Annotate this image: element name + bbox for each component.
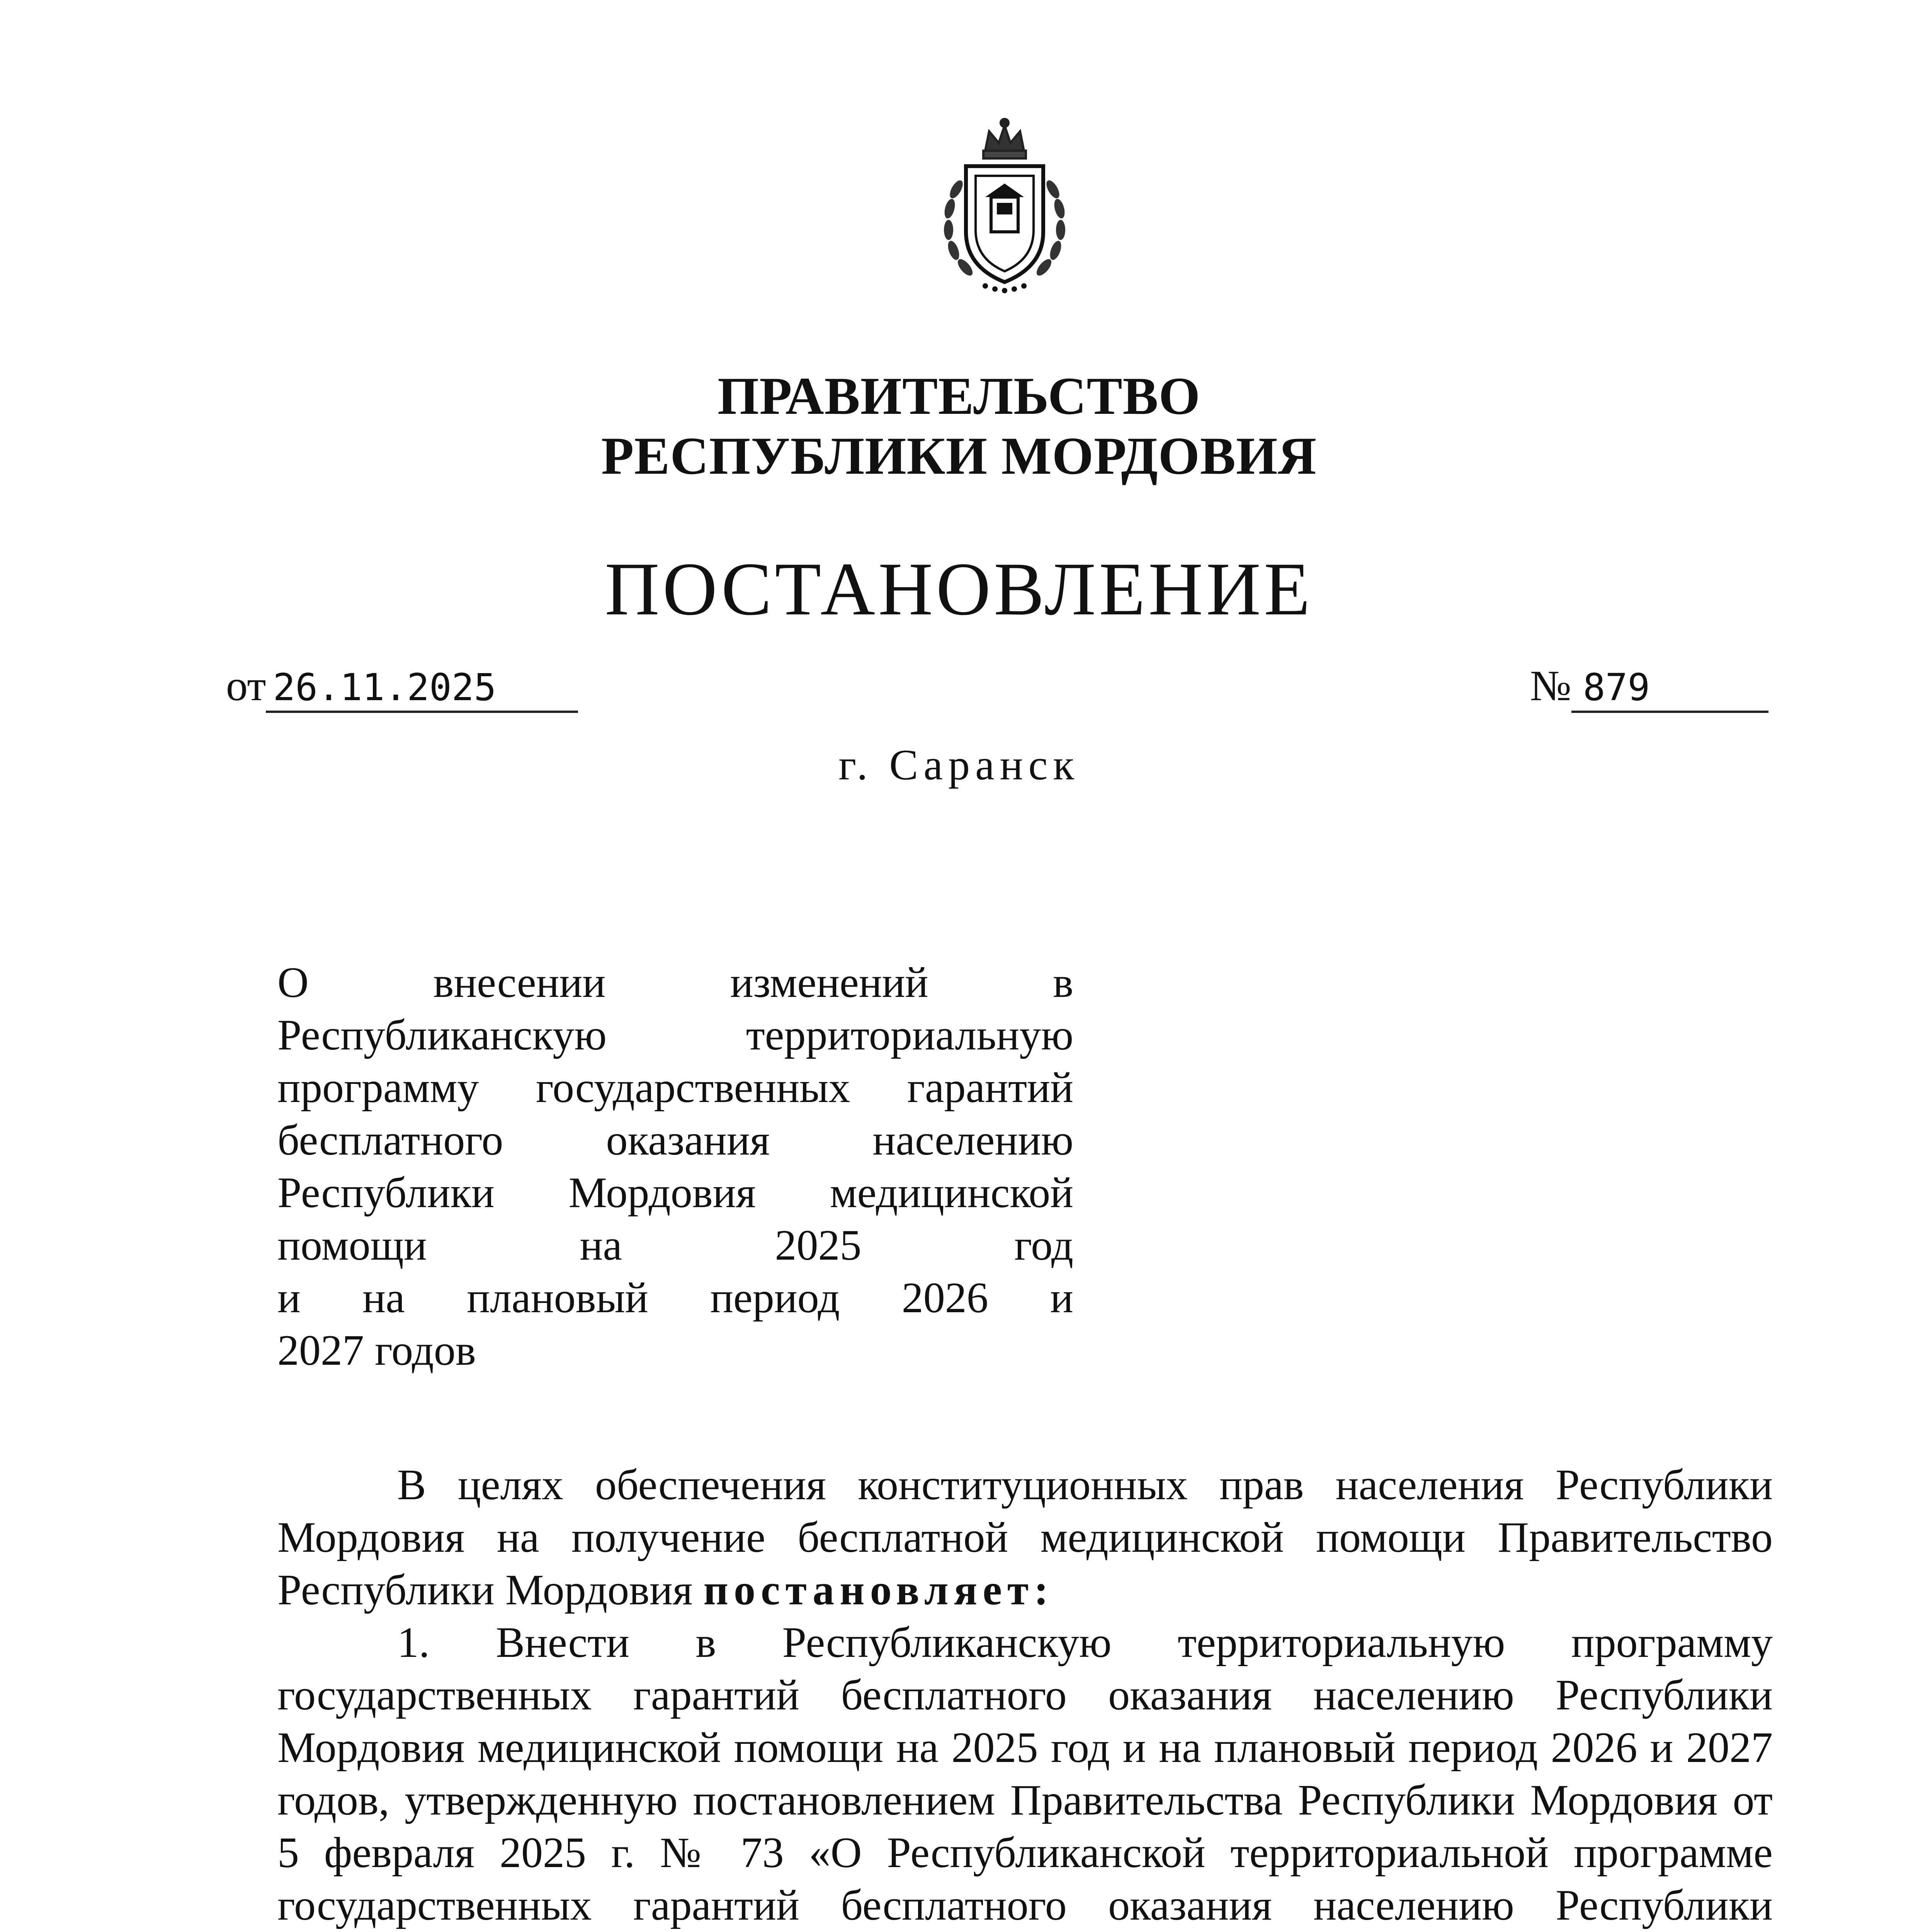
preamble-action: постановляет: <box>703 1566 1054 1614</box>
title-line: О внесении изменений в <box>277 959 1073 1007</box>
title-line: бесплатного оказания населению <box>277 1116 1073 1164</box>
preamble-paragraph <box>277 1459 1773 1616</box>
city-line: г. Саранск <box>838 741 1080 789</box>
number-prefix: № <box>1530 662 1571 710</box>
preamble-text: В целях обеспечения конституционных прав населения Республики Мордовия на получение бесплатной медицинской помощи Правительство Республики Мордовия <box>277 1461 1773 1614</box>
document-body <box>277 1459 1773 1932</box>
title-line: Республики Мордовия медицинской <box>277 1169 1073 1217</box>
number-field <box>1530 661 1768 713</box>
date-prefix: от <box>226 662 266 710</box>
number-value: 879 <box>1571 664 1768 713</box>
document-type-title: ПОСТАНОВЛЕНИЕ <box>605 547 1313 631</box>
title-line: и на плановый период 2026 и <box>277 1274 1073 1322</box>
item-1-paragraph: 1. Внести в Республиканскую территориальную программу государственных гарантий бесплатного оказания населению Республики Мордовия медицинской помощи на 2025 год и на плановый период 2026 и 2027 годов, утвержденную постановлением Правительства Республики Мордовия от 5 февраля 2025 г. № 73 «О Республиканской территориальной программе государственных гарантий бесплатного оказания населению Республики <box>277 1619 1773 1929</box>
government-name-line-1: ПРАВИТЕЛЬСТВО <box>717 366 1200 425</box>
title-line: 2027 годов <box>277 1327 476 1374</box>
title-line: помощи на 2025 год <box>277 1221 1073 1269</box>
coat-of-arms-icon <box>920 116 1090 298</box>
title-line: Республиканскую территориальную <box>277 1011 1073 1059</box>
date-field <box>226 661 578 713</box>
date-value: 26.11.2025 <box>266 664 578 713</box>
government-name-line-2: РЕСПУБЛИКИ МОРДОВИЯ <box>601 426 1317 485</box>
title-line: программу государственных гарантий <box>277 1064 1073 1112</box>
resolution-title <box>277 956 1073 1377</box>
